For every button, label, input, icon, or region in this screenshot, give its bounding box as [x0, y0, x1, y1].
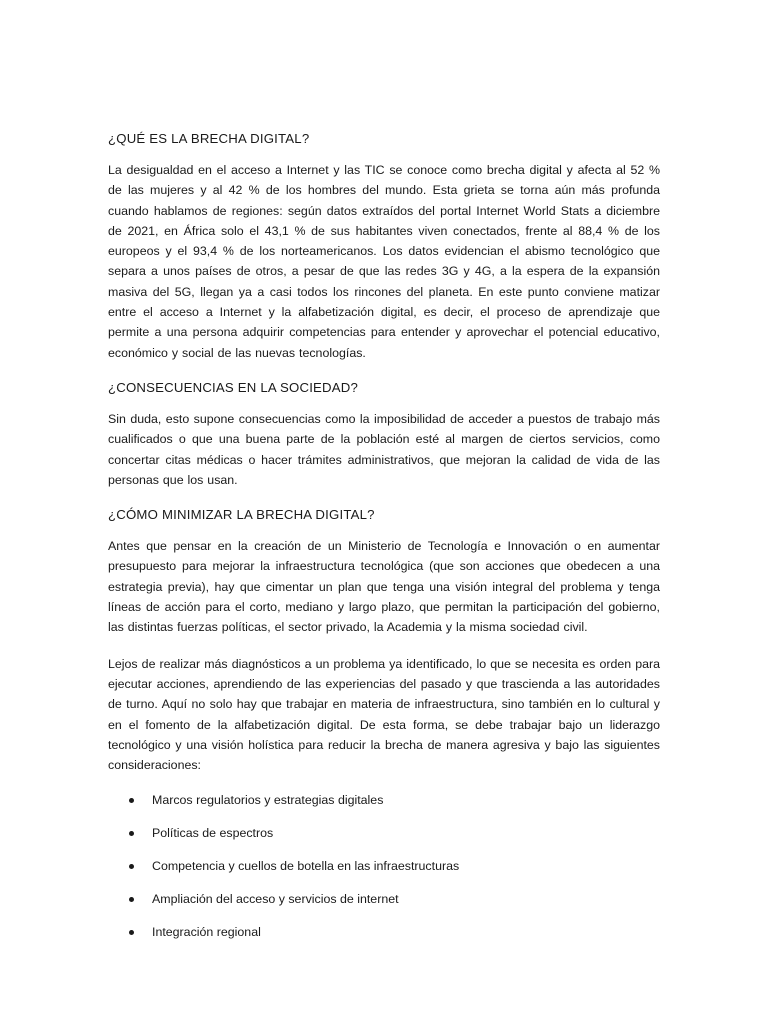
bullet-icon	[129, 831, 134, 836]
bullet-icon	[129, 897, 134, 902]
list-item-text: Marcos regulatorios y estrategias digitales	[152, 793, 384, 808]
list-item-text: Ampliación del acceso y servicios de internet	[152, 892, 399, 907]
list-item-text: Políticas de espectros	[152, 826, 274, 841]
list-item-text: Integración regional	[152, 925, 261, 940]
paragraph-what-is: La desigualdad en el acceso a Internet y las TIC se conoce como brecha digital y afecta al 52 % de las mujeres y al 42 % de los hombres del mundo. Esta grieta se torna aún más profunda cuando hablamos de regiones: según datos extraídos del portal Internet World Stats a diciembre de 2021, en África solo el 43,1 % de sus habitantes viven conectados, frente al 88,4 % de los europeos y el 93,4 % de los norteamericanos. Los datos evidencian el abismo tecnológico que separa a unos países de otros, a pesar de que las redes 3G y 4G, a la espera de la expansión masiva del 5G, llegan ya a casi todos los rincones del planeta. En este punto conviene matizar entre el acceso a Internet y la alfabetización digital, es decir, el proceso de aprendizaje que permite a una persona adquirir competencias para entender y aprovechar el potencial educativo, económico y social de las nuevas tecnologías.	[108, 163, 660, 360]
considerations-list	[108, 791, 660, 941]
list-item	[108, 923, 660, 941]
paragraph-minimize-1: Antes que pensar en la creación de un Ministerio de Tecnología e Innovación o en aumentar presupuesto para mejorar la infraestructura tecnológica (que son acciones que obedecen a una estrategia previa), hay que cimentar un plan que tenga una visión integral del problema y tenga líneas de acción para el corto, mediano y largo plazo, que permitan la participación del gobierno, las distintas fuerzas políticas, el sector privado, la Academia y la misma sociedad civil.	[108, 539, 660, 635]
paragraph-consequences: Sin duda, esto supone consecuencias como la imposibilidad de acceder a puestos de trabajo más cualificados o que una buena parte de la población esté al margen de ciertos servicios, como concertar citas médicas o hacer trámites administrativos, que mejoran la calidad de vida de las personas que los usan.	[108, 411, 660, 487]
section-heading-what-is: ¿QUÉ ES LA BRECHA DIGITAL?	[108, 131, 310, 146]
list-item	[108, 791, 660, 809]
list-item	[108, 857, 660, 875]
list-item	[108, 824, 660, 842]
bullet-icon	[129, 930, 134, 935]
section-heading-how-to-minimize: ¿CÓMO MINIMIZAR LA BRECHA DIGITAL?	[108, 507, 375, 523]
paragraph-minimize-2: Lejos de realizar más diagnósticos a un problema ya identificado, lo que se necesita es orden para ejecutar acciones, aprendiendo de las experiencias del pasado y que trascienda a las autoridades de turno. Aquí no solo hay que trabajar en materia de infraestructura, sino también en lo cultural y en el fomento de la alfabetización digital. De esta forma, se debe trabajar bajo un liderazgo tecnológico y una visión holística para reducir la brecha de manera agresiva y bajo las siguientes consideraciones:	[108, 656, 660, 773]
list-item-text: Competencia y cuellos de botella en las infraestructuras	[152, 859, 460, 874]
section-heading-consequences: ¿CONSECUENCIAS EN LA SOCIEDAD?	[108, 379, 359, 395]
bullet-icon	[129, 864, 134, 869]
document-page	[108, 130, 660, 956]
list-item	[108, 890, 660, 908]
bullet-icon	[129, 798, 134, 803]
